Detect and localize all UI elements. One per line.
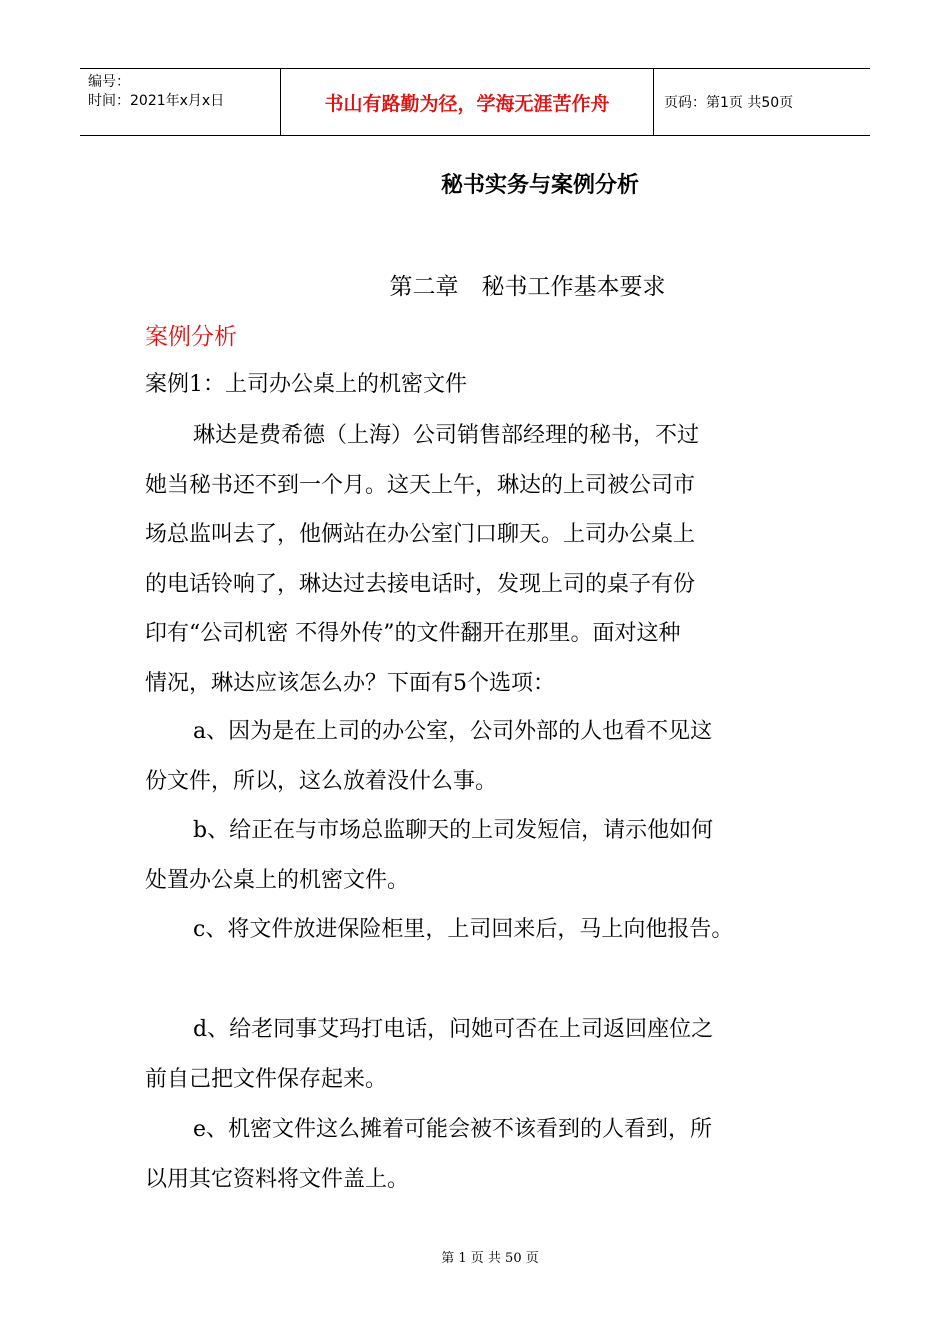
header-meta-cell [80, 69, 281, 135]
option-a [145, 707, 810, 806]
text-line: 以用其它资料将文件盖上。 [145, 1166, 410, 1192]
text-line: 前自己把文件保存起来。 [145, 1066, 388, 1092]
text-line: 处置办公桌上的机密文件。 [145, 867, 410, 893]
document-title: 秘书实务与案例分析 [440, 173, 639, 198]
number-label: 编号： [88, 74, 130, 90]
time-label: 时间：2021年x月x日 [88, 93, 225, 109]
case-intro-paragraph [145, 411, 810, 708]
text-line: a、因为是在上司的办公室，公司外部的人也看不见这 [193, 719, 713, 744]
header-table [80, 68, 870, 136]
header-motto: 书山有路勤为径，学海无涯苦作舟 [281, 69, 654, 135]
chapter-heading: 第二章 秘书工作基本要求 [389, 274, 666, 300]
option-b [145, 806, 810, 905]
text-line: e、机密文件这么摊着可能会被不该看到的人看到，所 [193, 1117, 713, 1142]
text-line: 的电话铃响了，琳达过去接电话时，发现上司的桌子有份 [145, 571, 696, 597]
text-line: 份文件，所以，这么放着没什么事。 [145, 768, 498, 794]
text-line: d、给老同事艾玛打电话，问她可否在上司返回座位之 [193, 1017, 714, 1042]
text-line: 情况，琳达应该怎么办？下面有5个选项： [145, 670, 555, 696]
section-heading: 案例分析 [145, 324, 237, 350]
option-d [145, 1005, 810, 1104]
option-e [145, 1105, 810, 1204]
text-line: 场总监叫去了，他俩站在办公室门口聊天。上司办公桌上 [145, 522, 696, 547]
text-line: 印有“公司机密 不得外传”的文件翻开在那里。面对这种 [145, 621, 681, 646]
text-line: b、给正在与市场总监聊天的上司发短信，请示他如何 [193, 818, 714, 843]
case-title: 案例1：上司办公桌上的机密文件 [145, 372, 467, 397]
text-line: 她当秘书还不到一个月。这天上午，琳达的上司被公司市 [145, 472, 696, 498]
option-c [145, 905, 810, 955]
text-line: c、将文件放进保险柜里，上司回来后，马上向他报告。 [193, 917, 734, 942]
header-page-info: 页码：第1页 共50页 [664, 95, 794, 111]
text-line: 琳达是费希德（上海）公司销售部经理的秘书，不过 [193, 423, 700, 448]
page-footer: 第 1 页 共 50 页 [441, 1251, 539, 1266]
